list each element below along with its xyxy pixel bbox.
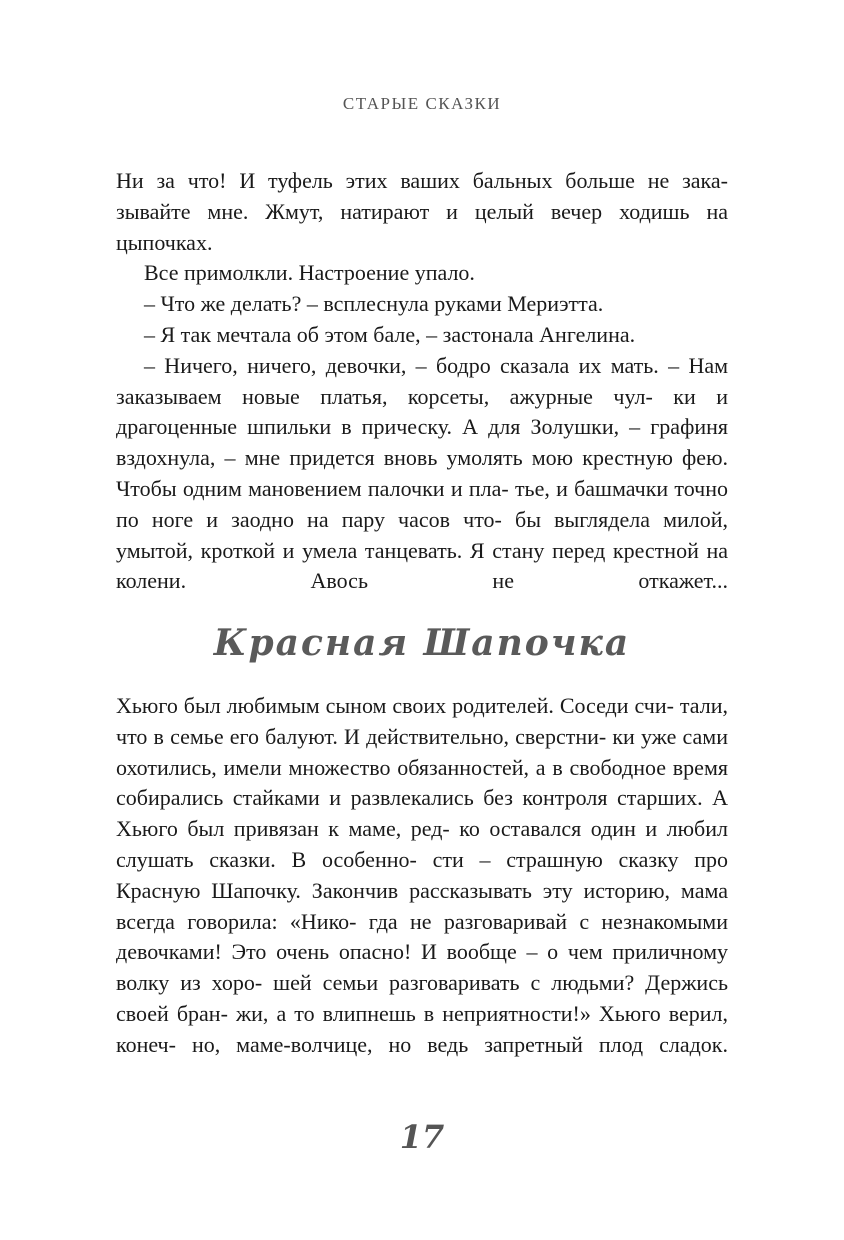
paragraph: Хьюго был любимым сыном своих родителей. Соседи счи- тали, что в семье его балуют. И действительно, сверстни- ки уже сами охотились, имели множество обязанностей, а в свободное время собирались стайками и развлекались без контроля старших. А Хьюго был привязан к маме, ред- ко оставался один и любил слушать сказки. В особенно- сти – страшную сказку про Красную Шапочку. Закончив рассказывать эту историю, мама всегда говорила: «Нико- гда не разговаривай с незнакомыми девочками! Это очень опасно! И вообще – о чем приличному волку из хоро- шей семьи разговаривать с людьми? Держись своей бран- жи, а то влипнешь в неприятности!» Хьюго верил, конеч- но, маме-волчице, но ведь запретный плод сладок. — [116, 693, 729, 1057]
text-block-2 — [116, 691, 728, 1061]
paragraph: – Что же делать? – всплеснула руками Мериэтта. — [144, 291, 604, 317]
paragraph: – Я так мечтала об этом бале, – застонала Ангелина. — [144, 321, 636, 347]
text-block-1 — [116, 166, 728, 597]
page-number: 17 — [399, 1118, 445, 1156]
paragraph: Ни за что! И туфель этих ваших бальных больше не зака- зывайте мне. Жмут, натирают и целый вечер ходишь на цыпочках. — [116, 168, 728, 255]
running-head: СТАРЫЕ СКАЗКИ — [342, 94, 502, 113]
paragraph: – Ничего, ничего, девочки, – бодро сказала их мать. – Нам заказываем новые платья, корсеты, ажурные чул- ки и драгоценные шпильки в прическу. А для Золушки, – графиня вздохнула, – мне придется вновь умолять мою крестную фею. Чтобы одним мановением палочки и пла- тье, и башмачки точно по ноге и заодно на пару часов что- бы выглядела милой, умытой, кроткой и умела танцевать. Я стану перед крестной на колени. Авось не откажет... — [116, 352, 729, 594]
paragraph: Все примолкли. Настроение упало. — [144, 260, 475, 286]
chapter-title: Красная Шапочка — [213, 622, 631, 664]
